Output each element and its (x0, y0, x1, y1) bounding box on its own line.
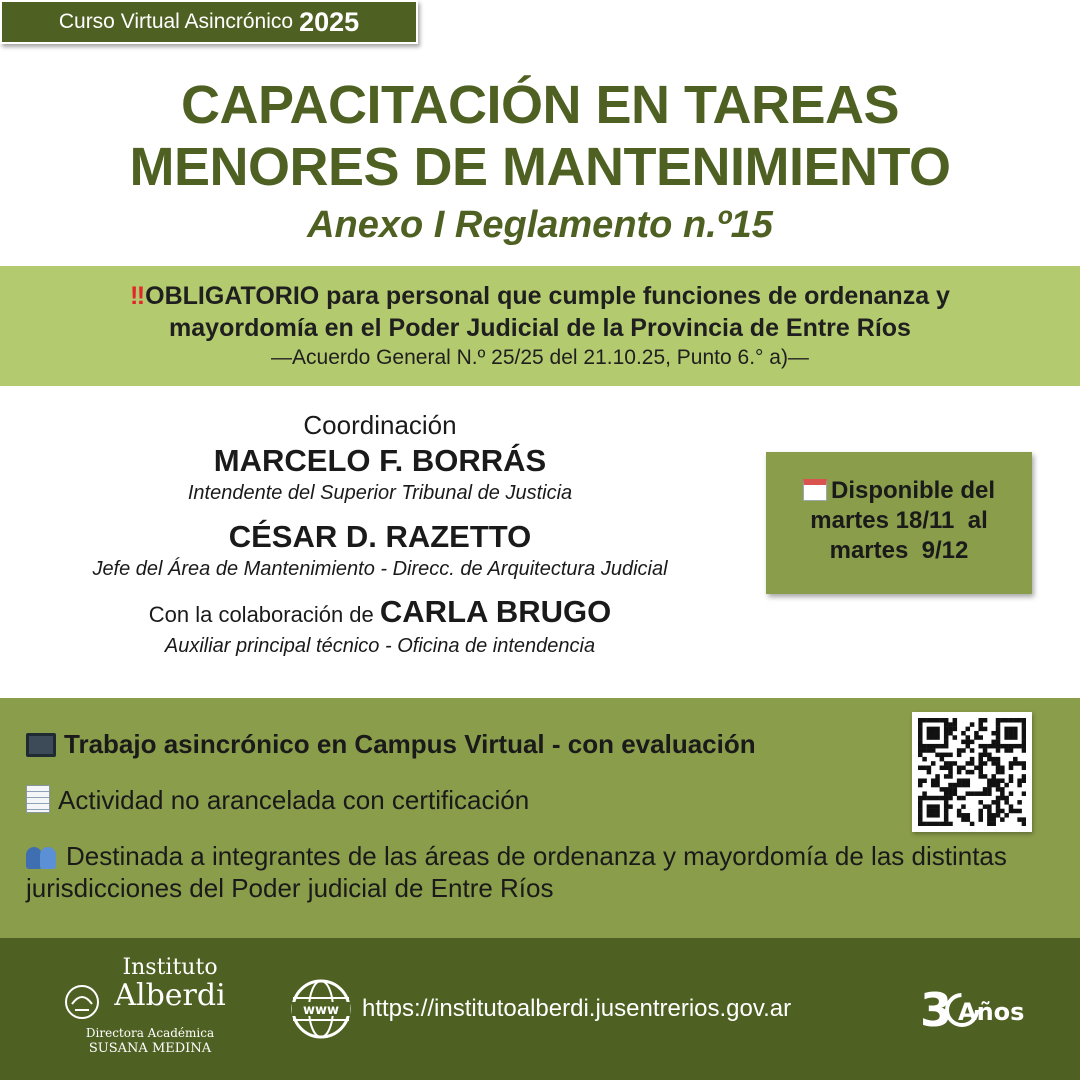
collaborator-role: Auxiliar principal técnico - Oficina de intendencia (164, 635, 596, 657)
title-line-2: MENORES DE MANTENIMIENTO (129, 137, 951, 197)
monitor-icon (26, 733, 56, 757)
coordinator-name-1: MARCELO F. BORRÁS (213, 443, 547, 478)
director-name: SUSANA MEDINA (88, 1041, 212, 1056)
coordination-section (20, 408, 740, 659)
footer (0, 938, 1080, 1080)
availability-line-2: martes 18/11 al (810, 507, 988, 534)
website-url[interactable]: https://institutoalberdi.jusentrerios.gov.ar (362, 995, 792, 1022)
availability-line-3: martes 9/12 (829, 537, 969, 564)
collaborator-name: CARLA BRUGO (379, 594, 612, 629)
collaboration-prefix: Con la colaboración de (148, 602, 374, 627)
www-label: www (302, 1003, 340, 1018)
document-icon (26, 785, 50, 813)
qr-code[interactable] (912, 712, 1032, 832)
instituto-alberdi-logo (60, 956, 240, 1056)
30-anos-logo (918, 980, 1028, 1036)
alberdi-seal-icon (60, 982, 104, 1022)
director-label: Directora Académica (85, 1026, 215, 1040)
anniversary-label: Años (958, 998, 1025, 1026)
mandatory-banner (0, 266, 1080, 386)
info-item-certification: Actividad no arancelada con certificación (26, 784, 529, 816)
coordination-label: Coordinación (303, 410, 457, 440)
calendar-icon (803, 479, 827, 501)
coordinator-role-1: Intendente del Superior Tribunal de Justicia (187, 482, 573, 504)
double-exclamation-icon: ‼ (130, 282, 146, 310)
people-icon (26, 843, 58, 869)
course-type-text: Curso Virtual Asincrónico (58, 10, 294, 33)
logo-line-1: Instituto (122, 955, 218, 980)
logo-line-2: Alberdi (114, 978, 226, 1013)
mandatory-text-1: OBLIGATORIO para personal que cumple funciones de ordenanza y (145, 282, 950, 310)
page-title (0, 74, 1080, 198)
mandatory-reference: —Acuerdo General N.º 25/25 del 21.10.25, Punto 6.° a)— (271, 346, 809, 369)
title-line-1: CAPACITACIÓN EN TAREAS (181, 75, 899, 135)
coordinator-name-2: CÉSAR D. RAZETTO (228, 519, 532, 554)
mandatory-line-2: mayordomía en el Poder Judicial de la Provincia de Entre Ríos (169, 314, 911, 342)
website-link[interactable] (290, 978, 791, 1040)
course-year: 2025 (299, 6, 360, 37)
page-subtitle: Anexo I Reglamento n.º15 (307, 204, 773, 246)
qr-code-image (918, 718, 1026, 826)
collaboration-line (20, 594, 740, 633)
info-item-campus: Trabajo asincrónico en Campus Virtual - con evaluación (26, 728, 756, 760)
mandatory-line-1 (0, 280, 1080, 312)
globe-icon (290, 978, 352, 1040)
coordinator-role-2: Jefe del Área de Mantenimiento - Direcc. de Arquitectura Judicial (92, 558, 668, 580)
info-item-audience: Destinada a integrantes de las áreas de ordenanza y mayordomía de las distintas jurisdicciones del Poder judicial de Entre Ríos (26, 841, 1007, 903)
anniversary-number: 3 (920, 983, 953, 1036)
course-type-badge (0, 0, 418, 44)
availability-box (766, 452, 1032, 594)
availability-line-1: Disponible del (766, 476, 1032, 506)
